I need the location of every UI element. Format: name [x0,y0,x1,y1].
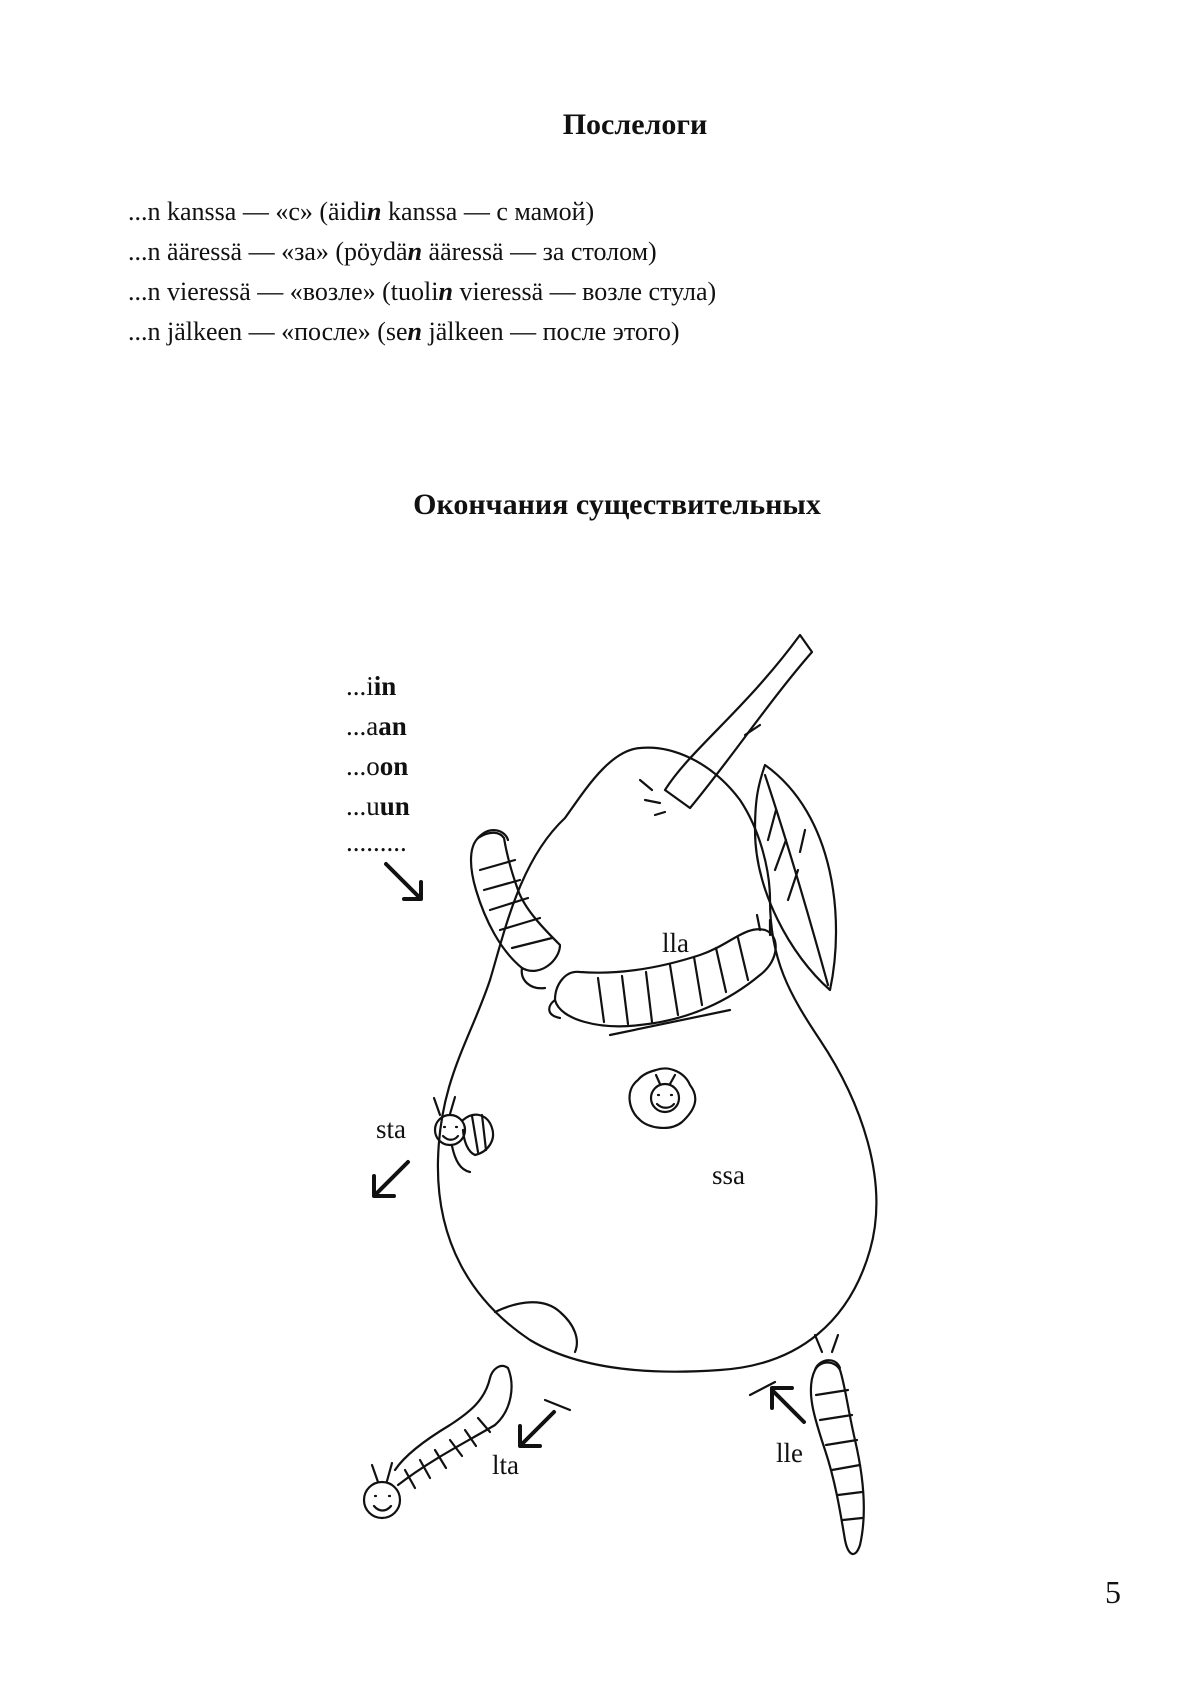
label-lla: lla [662,928,689,958]
label-ssa: ssa [712,1160,745,1190]
ending-dots: ......... [346,827,407,857]
arrow-down-left-icon [520,1412,554,1446]
arrow-down-right-icon [386,864,421,899]
section-title: Окончания существительных [413,488,821,521]
list-item: ...n kanssa — «с» (äidin kanssa — с мамой) [128,197,595,226]
list-item: ...n jälkeen — «после» (sen jälkeen — после этого) [128,317,680,346]
arrow-up-left-icon [772,1388,804,1422]
list-item: ...n ääressä — «за» (pöydän ääressä — за столом) [128,237,657,266]
label-lle: lle [776,1438,803,1468]
label-lta: lta [492,1450,519,1480]
label-sta: sta [376,1114,406,1144]
ending-oon: ...oon [346,751,409,781]
list-item: ...n vieressä — «возле» (tuolin vieressä — возле стула) [128,277,717,306]
ending-uun: ...uun [346,791,410,821]
page-title: Послелоги [562,108,708,141]
ending-iin: ...iin [346,671,397,701]
ending-aan: ...aan [346,711,407,741]
page-number: 5 [1105,1574,1121,1610]
arrow-down-left-icon [374,1162,408,1196]
